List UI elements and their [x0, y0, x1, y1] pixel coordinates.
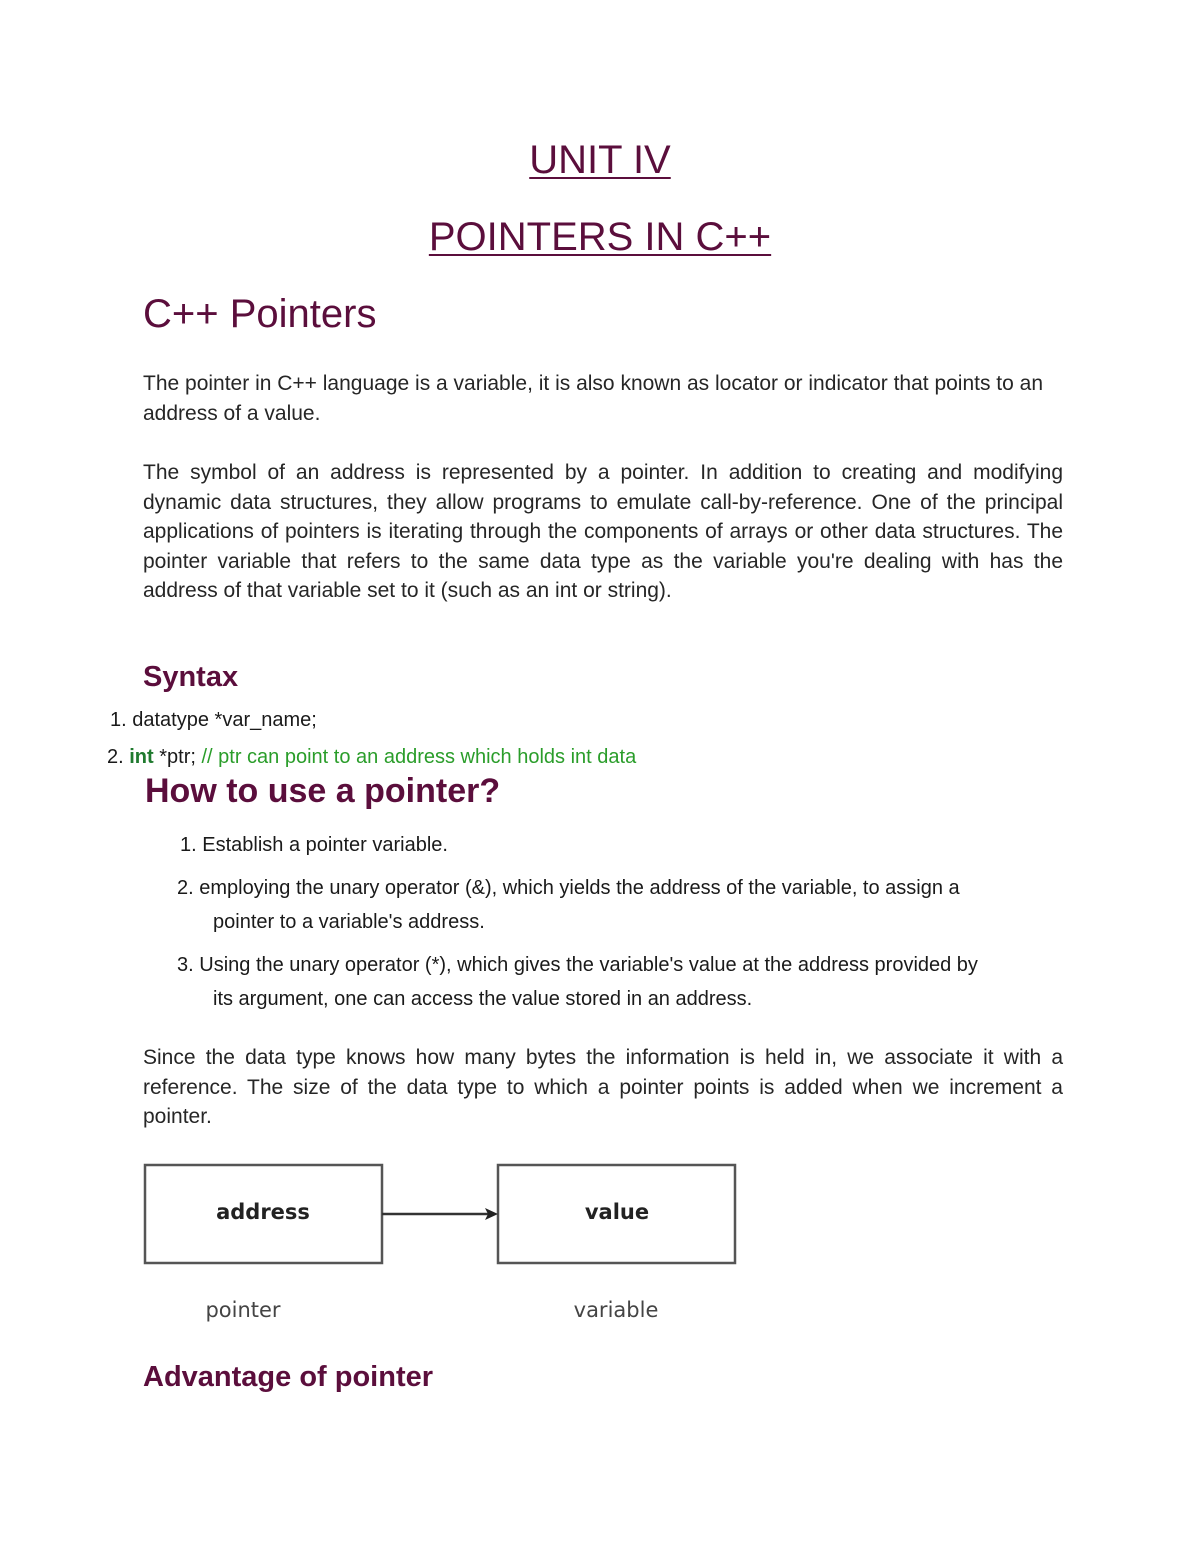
- document-title: POINTERS IN C++: [428, 215, 772, 259]
- howto-paragraph: Since the data type knows how many bytes the information is held in, we associate it with a reference. The size of the data type to which a pointer points is added when we increment a pointer.: [143, 1046, 1063, 1129]
- list-item: [180, 828, 448, 862]
- syntax-keyword: int: [129, 746, 154, 768]
- list-item-text: employing the unary operator (&), which yields the address of the variable, to assign a: [199, 877, 960, 899]
- list-item-continuation: pointer to a variable's address.: [213, 911, 485, 933]
- body-paragraph: The symbol of an address is represented by a pointer. In addition to creating and modifying dynamic data structures, they allow programs to emulate call-by-reference. One of the principal applications of pointers is iterating through the components of arrays or other data structures. The pointer variable that refers to the same data type as the variable you're dealing with has the address of that variable set to it (such as an int or string).: [143, 461, 1063, 603]
- syntax-code: *ptr;: [153, 746, 202, 768]
- unit-title: UNIT IV: [529, 138, 671, 182]
- list-item-text: Using the unary operator (*), which gives the variable's value at the address provided by: [199, 954, 978, 976]
- syntax-line-2: [107, 746, 636, 769]
- intro-paragraph: The pointer in C++ language is a variable, it is also known as locator or indicator that points to an address of a value.: [143, 372, 1044, 425]
- syntax-line-number: 2.: [107, 746, 124, 768]
- list-item-continuation: its argument, one can access the value stored in an address.: [213, 988, 753, 1010]
- advantage-heading: Advantage of pointer: [143, 1361, 434, 1393]
- list-item-number: 1.: [180, 834, 197, 856]
- address-box-label: address: [216, 1200, 310, 1224]
- syntax-code: datatype *var_name;: [132, 709, 317, 731]
- syntax-comment: // ptr can point to an address which holds int data: [201, 746, 637, 768]
- list-item-number: 2.: [177, 877, 194, 899]
- value-box-label: value: [584, 1200, 650, 1224]
- section-heading: C++ Pointers: [143, 292, 377, 336]
- list-item: [177, 871, 960, 939]
- variable-caption: variable: [573, 1298, 659, 1322]
- list-item-text: Establish a pointer variable.: [202, 834, 448, 856]
- pointer-diagram: [140, 1155, 760, 1335]
- syntax-line-1: [110, 709, 317, 732]
- list-item: [177, 948, 978, 1016]
- syntax-line-number: 1.: [110, 709, 127, 731]
- howto-heading: How to use a pointer?: [145, 772, 501, 810]
- syntax-heading: Syntax: [143, 661, 239, 693]
- list-item-number: 3.: [177, 954, 194, 976]
- pointer-caption: pointer: [205, 1298, 281, 1322]
